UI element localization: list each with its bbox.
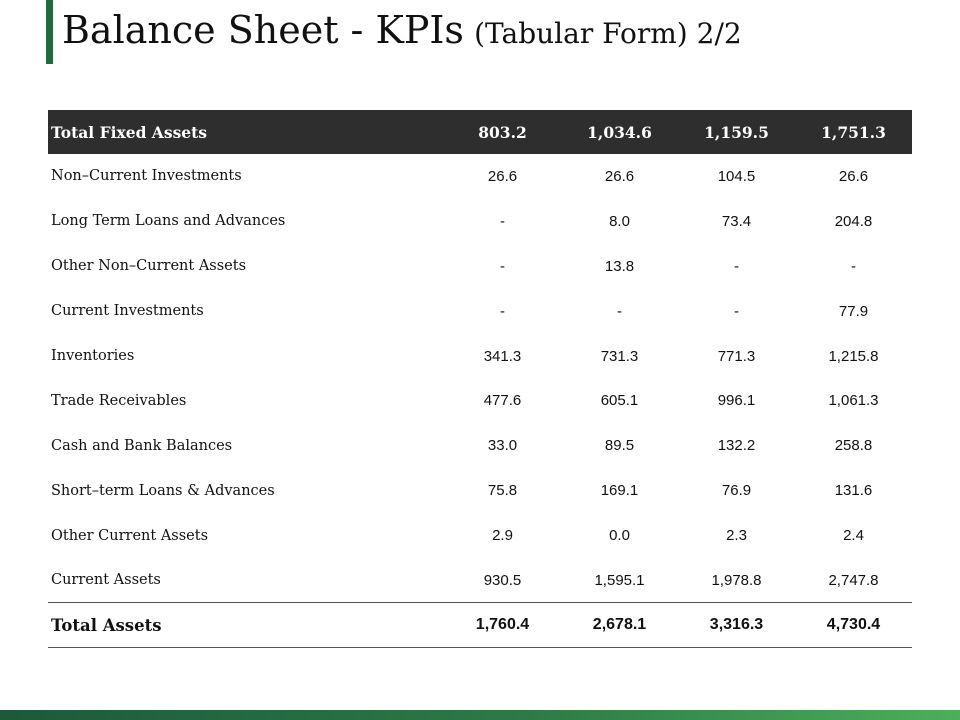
row-value: - (617, 302, 622, 320)
row-value: 8.0 (609, 212, 630, 230)
header-value: 1,034.6 (587, 122, 652, 142)
row-value: - (500, 302, 505, 320)
kpi-table (48, 110, 912, 648)
total-value: 1,760.4 (444, 603, 561, 648)
table-row (48, 289, 912, 334)
row-value: 341.3 (483, 347, 522, 365)
row-value: 2.9 (492, 527, 513, 545)
row-value: - (500, 257, 505, 275)
row-value: 771.3 (717, 347, 756, 365)
row-value: 26.6 (487, 167, 518, 185)
row-label: Current Investments (51, 303, 204, 320)
row-value: 2,747.8 (828, 571, 879, 589)
row-label: Non–Current Investments (51, 168, 242, 185)
row-value: 33.0 (487, 437, 518, 455)
row-value: - (734, 257, 739, 275)
footer-gradient-band (0, 710, 960, 720)
row-value: 1,595.1 (594, 571, 645, 589)
row-value: 258.8 (834, 437, 873, 455)
table-row (48, 468, 912, 513)
title-accent-bar (46, 0, 53, 64)
row-value: 132.2 (717, 437, 756, 455)
row-label: Other Current Assets (51, 527, 209, 544)
header-value: 1,751.3 (821, 122, 886, 142)
row-value: 76.9 (721, 482, 752, 500)
total-value: 2,678.1 (561, 603, 678, 648)
table-row (48, 199, 912, 244)
row-label: Long Term Loans and Advances (51, 213, 286, 230)
row-value: 73.4 (721, 212, 752, 230)
row-value: - (734, 302, 739, 320)
row-value: 0.0 (609, 527, 630, 545)
title-subtitle: (Tabular Form) 2/2 (474, 17, 742, 50)
row-value: 2.3 (726, 527, 747, 545)
table-header-row (48, 110, 912, 154)
row-value: 2.4 (843, 527, 864, 545)
row-value: 75.8 (487, 482, 518, 500)
row-value: 104.5 (717, 167, 756, 185)
row-value: 1,215.8 (828, 347, 879, 365)
row-value: 477.6 (483, 392, 522, 410)
table-row (48, 513, 912, 558)
row-label: Trade Receivables (51, 392, 187, 409)
row-value: 1,978.8 (711, 571, 762, 589)
row-value: 169.1 (600, 482, 639, 500)
table-row (48, 244, 912, 289)
header-label: Total Fixed Assets (51, 122, 208, 142)
row-value: 605.1 (600, 392, 639, 410)
row-value: 13.8 (604, 257, 635, 275)
row-value: 1,061.3 (828, 392, 879, 410)
row-value: - (500, 212, 505, 230)
row-label: Short–term Loans & Advances (51, 482, 275, 499)
row-label: Inventories (51, 348, 135, 364)
page-title (62, 8, 742, 52)
row-value: 26.6 (838, 167, 869, 185)
table-row (48, 558, 912, 603)
total-value: 3,316.3 (678, 603, 795, 648)
table-total-row (48, 603, 912, 648)
table-row (48, 334, 912, 379)
row-value: - (851, 257, 856, 275)
row-value: 77.9 (838, 302, 869, 320)
header-value: 1,159.5 (704, 122, 769, 142)
row-value: 996.1 (717, 392, 756, 410)
table-row (48, 378, 912, 423)
table-row (48, 423, 912, 468)
row-value: 89.5 (604, 437, 635, 455)
row-value: 930.5 (483, 571, 522, 589)
row-value: 26.6 (604, 167, 635, 185)
row-value: 731.3 (600, 347, 639, 365)
title-main: Balance Sheet - KPIs (62, 8, 464, 52)
row-value: 131.6 (834, 482, 873, 500)
row-value: 204.8 (834, 212, 873, 230)
header-value: 803.2 (478, 122, 527, 142)
row-label: Other Non–Current Assets (51, 258, 247, 275)
total-value: 4,730.4 (795, 603, 912, 648)
total-label: Total Assets (48, 603, 444, 648)
row-label: Current Assets (51, 572, 161, 589)
row-label: Cash and Bank Balances (51, 437, 233, 454)
table-row (48, 154, 912, 199)
